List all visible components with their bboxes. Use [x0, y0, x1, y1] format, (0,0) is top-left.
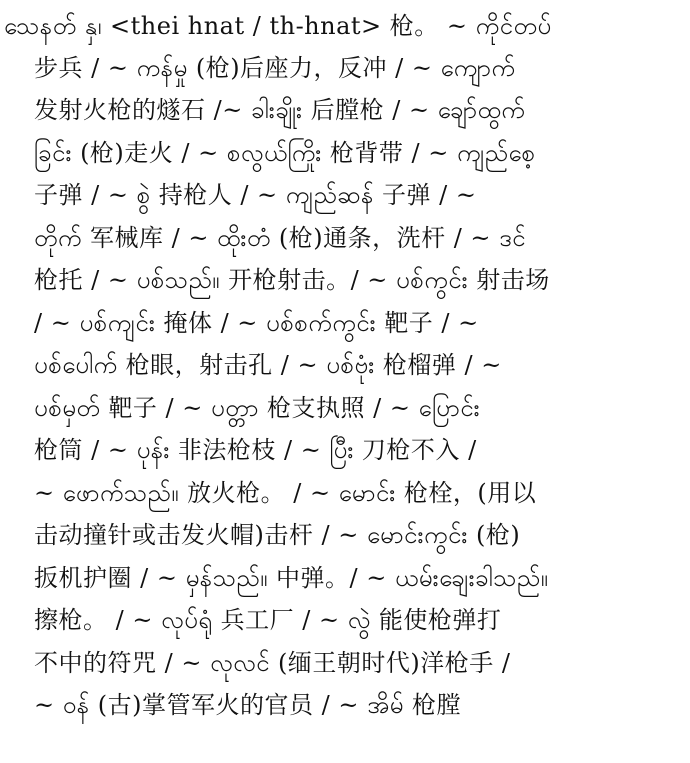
entry-line-headword: သေနတ် နှ၊ <thei hnat / th-hnat> 枪。 ~ ကိုင်တပ် [4, 12, 552, 40]
entry-line [34, 719, 682, 763]
entry-line: 不中的符咒 / ~ လုလင် (缅王朝时代)洋枪手 / [34, 649, 511, 677]
entry-line: 子弹 / ~ စွဲ 持枪人 / ~ ကျည်ဆန် 子弹 / ~ [34, 181, 477, 209]
entry-line: 扳机护圈 / ~ မှန်သည်။ 中弹。/ ~ ယမ်းချေးခါသည်။ [34, 564, 549, 592]
entry-line: / ~ ပစ်ကျင်း 掩体 / ~ ပစ်စက်ကွင်း 靶子 / ~ [34, 309, 479, 337]
entry-line: 击动撞针或击发火帽)击杆 / ~ မောင်းကွင်း (枪) [34, 521, 521, 549]
entry-line: 枪托 / ~ ပစ်သည်။ 开枪射击。/ ~ ပစ်ကွင်း 射击场 [34, 266, 550, 294]
entry-line: ~ ဝန် (古)掌管军火的官员 / ~ အိမ် 枪膛 [34, 691, 461, 719]
entry-line: တိုက် 军械库 / ~ ထိုးတံ (枪)通条，洗杆 / ~ ဒင် [34, 224, 526, 252]
entry-line: ပစ်ပေါက် 枪眼，射击孔 / ~ ပစ်ဗုံး 枪榴弹 / ~ [34, 351, 502, 379]
entry-line: 步兵 / ~ ကန်မှု (枪)后座力，反冲 / ~ ကျောက် [34, 54, 516, 82]
entry-line: ~ ဖောက်သည်။ 放火枪。 / ~ မောင်း 枪栓，(用以 [34, 479, 537, 507]
entry-line: ပစ်မှတ် 靶子 / ~ ပတ္တာ 枪支执照 / ~ ပြောင်း [34, 394, 481, 422]
entry-line: ခြင်း (枪)走火 / ~ စလွယ်ကြိုး 枪背带 / ~ ကျည်စေ့ [34, 139, 536, 167]
entry-line: 发射火枪的燧石 /~ ခါးချိုး 后膛枪 / ~ ချော်ထွက် [34, 96, 526, 124]
entry-line: 擦枪。 / ~ လုပ်ရုံ 兵工厂 / ~ လွဲ 能使枪弹打 [34, 606, 502, 634]
entry-line: 枪筒 / ~ ပုန်း 非法枪枝 / ~ ပြီး 刀枪不入 / [34, 436, 477, 464]
